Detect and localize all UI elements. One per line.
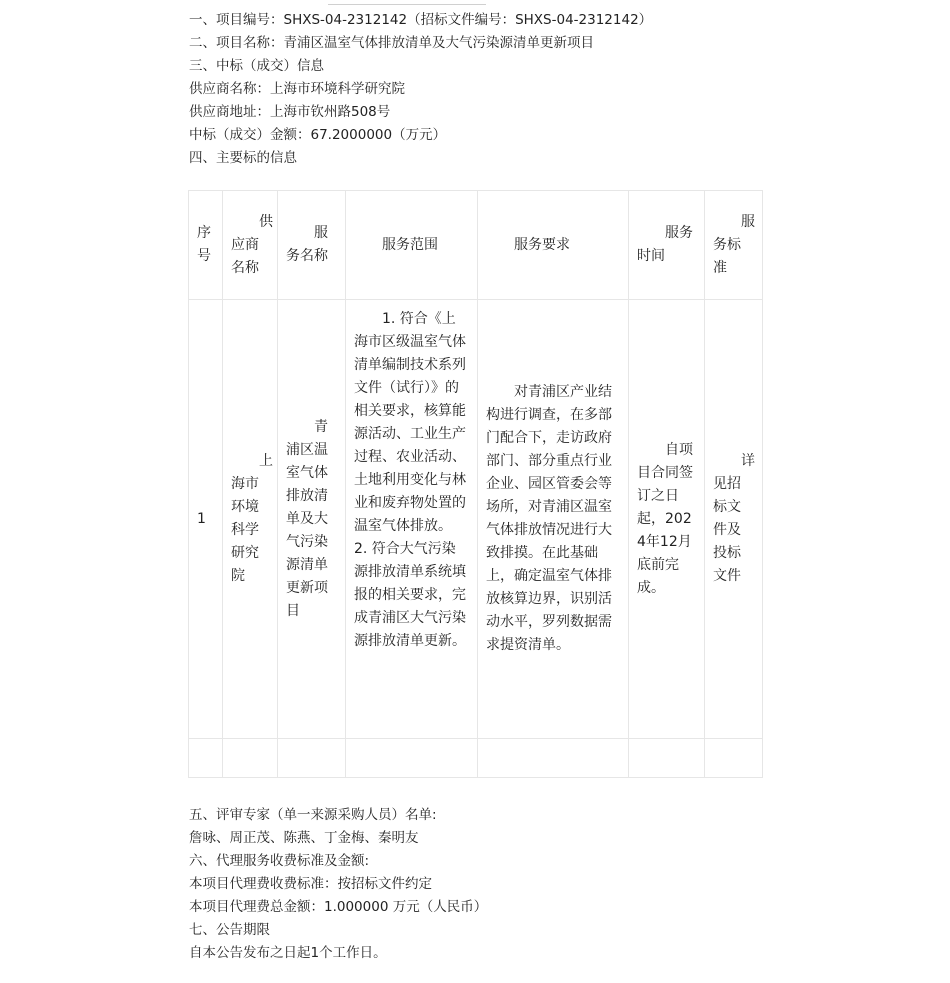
scope-item-2: 2. 符合大气污染源排放清单系统填报的相关要求，完成青浦区大气污染源排放清单更新。 (354, 541, 466, 649)
cell-service-requirements: 对青浦区产业结构进行调查，在多部门配合下，走访政府部门、部分重点行业企业、园区管委会等场所，对青浦区温室气体排放情况进行大致排摸。在此基础上，确定温室气体排放核算边界，识别活动水平，罗列数据需求提资清单。 (478, 300, 629, 739)
cell-service-name: 青浦区温室气体排放清单及大气污染源清单更新项目 (278, 300, 346, 739)
table-row (189, 300, 763, 739)
cell-service-standard: 详见招标文件及投标文件 (705, 300, 763, 739)
award-info-heading: 三、中标（成交）信息 (189, 58, 324, 74)
project-info-section (189, 9, 789, 170)
scope-item-1: 1. 符合《上海市区级温室气体清单编制技术系列文件（试行）》的相关要求，核算能源活动、工业生产过程、农业活动、土地利用变化与林业和废弃物处置的温室气体排放。 (354, 311, 466, 534)
empty-cell (278, 739, 346, 778)
cell-supplier: 上海市环境科学研究院 (223, 300, 278, 739)
notice-period-text: 自本公告发布之日起1个工作日。 (189, 945, 387, 961)
empty-cell (478, 739, 629, 778)
empty-cell (705, 739, 763, 778)
agency-fee-heading: 六、代理服务收费标准及金额: (189, 853, 370, 869)
experts-heading: 五、评审专家（单一来源采购人员）名单: (189, 807, 437, 823)
top-divider (328, 4, 486, 5)
main-subject-table (188, 190, 763, 778)
experts-list: 詹咏、周正茂、陈燕、丁金梅、秦明友 (189, 830, 419, 846)
additional-info-section (189, 804, 789, 965)
header-service-standard: 服务标准 (705, 191, 763, 300)
agency-fee-standard: 本项目代理费收费标准：按招标文件约定 (189, 876, 432, 892)
header-seq: 序号 (189, 191, 223, 300)
main-subject-heading: 四、主要标的信息 (189, 150, 297, 166)
supplier-address: 供应商地址：上海市钦州路508号 (189, 104, 391, 120)
project-name: 二、项目名称：青浦区温室气体排放清单及大气污染源清单更新项目 (189, 35, 594, 51)
cell-service-time: 自项目合同签订之日起，2024年12月底前完成。 (629, 300, 705, 739)
empty-cell (629, 739, 705, 778)
empty-cell (189, 739, 223, 778)
empty-cell (346, 739, 478, 778)
project-number: 一、项目编号：SHXS-04-2312142（招标文件编号：SHXS-04-2312142） (189, 12, 653, 28)
cell-seq: 1 (189, 300, 223, 739)
header-supplier: 供应商名称 (223, 191, 278, 300)
supplier-name: 供应商名称：上海市环境科学研究院 (189, 81, 405, 97)
award-amount: 中标（成交）金额：67.2000000（万元） (189, 127, 447, 143)
table-header-row (189, 191, 763, 300)
cell-service-scope (346, 300, 478, 739)
agency-fee-total: 本项目代理费总金额：1.000000 万元（人民币） (189, 899, 488, 915)
header-service-requirements: 服务要求 (478, 191, 629, 300)
header-service-time: 服务时间 (629, 191, 705, 300)
empty-cell (223, 739, 278, 778)
header-service-scope: 服务范围 (346, 191, 478, 300)
table-empty-row (189, 739, 763, 778)
header-service-name: 服务名称 (278, 191, 346, 300)
notice-period-heading: 七、公告期限 (189, 922, 270, 938)
